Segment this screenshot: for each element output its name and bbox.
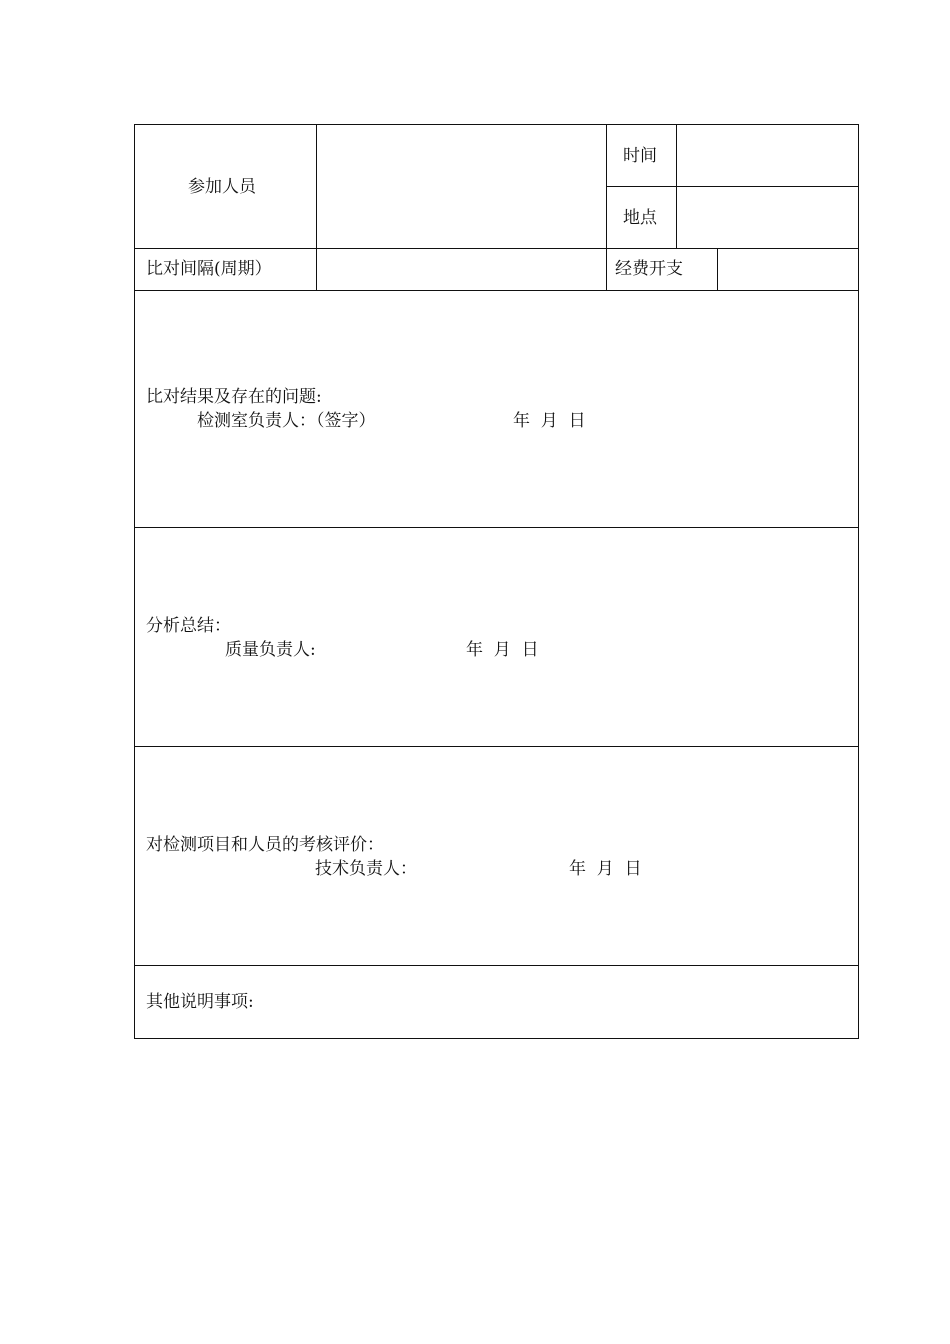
interval-field[interactable] [327, 258, 597, 280]
divider-row1-row2 [135, 248, 858, 249]
time-label: 时间 [623, 146, 657, 166]
participants-label: 参加人员 [188, 177, 256, 197]
interval-label: 比对间隔(周期） [146, 259, 272, 279]
evaluation-label: 对检测项目和人员的考核评价： [146, 835, 384, 855]
location-label: 地点 [623, 208, 657, 228]
divider-col-time-value [676, 125, 677, 248]
divider-col-expense-value [717, 248, 718, 290]
divider-col-middle [606, 125, 607, 290]
comparison-record-form [134, 124, 859, 1039]
divider-results-summary [135, 527, 858, 528]
results-label: 比对结果及存在的问题: [146, 387, 322, 407]
location-field[interactable] [687, 207, 847, 229]
time-field[interactable] [687, 145, 847, 167]
evaluation-date: 年 月 日 [569, 859, 642, 879]
divider-row2-results [135, 290, 858, 291]
divider-time-location [606, 186, 858, 187]
participants-field[interactable] [327, 176, 597, 198]
summary-label: 分析总结： [146, 616, 231, 636]
evaluation-signer: 技术负责人： [315, 859, 417, 879]
divider-summary-evaluation [135, 746, 858, 747]
expense-label: 经费开支 [615, 259, 683, 279]
divider-col-label [316, 125, 317, 290]
results-date: 年 月 日 [513, 411, 586, 431]
expense-field[interactable] [727, 258, 847, 280]
other-notes-label: 其他说明事项: [146, 992, 254, 1012]
summary-date: 年 月 日 [466, 640, 539, 660]
divider-evaluation-other [135, 965, 858, 966]
summary-signer: 质量负责人: [225, 640, 316, 660]
results-signer: 检测室负责人：（签字） [197, 411, 376, 431]
